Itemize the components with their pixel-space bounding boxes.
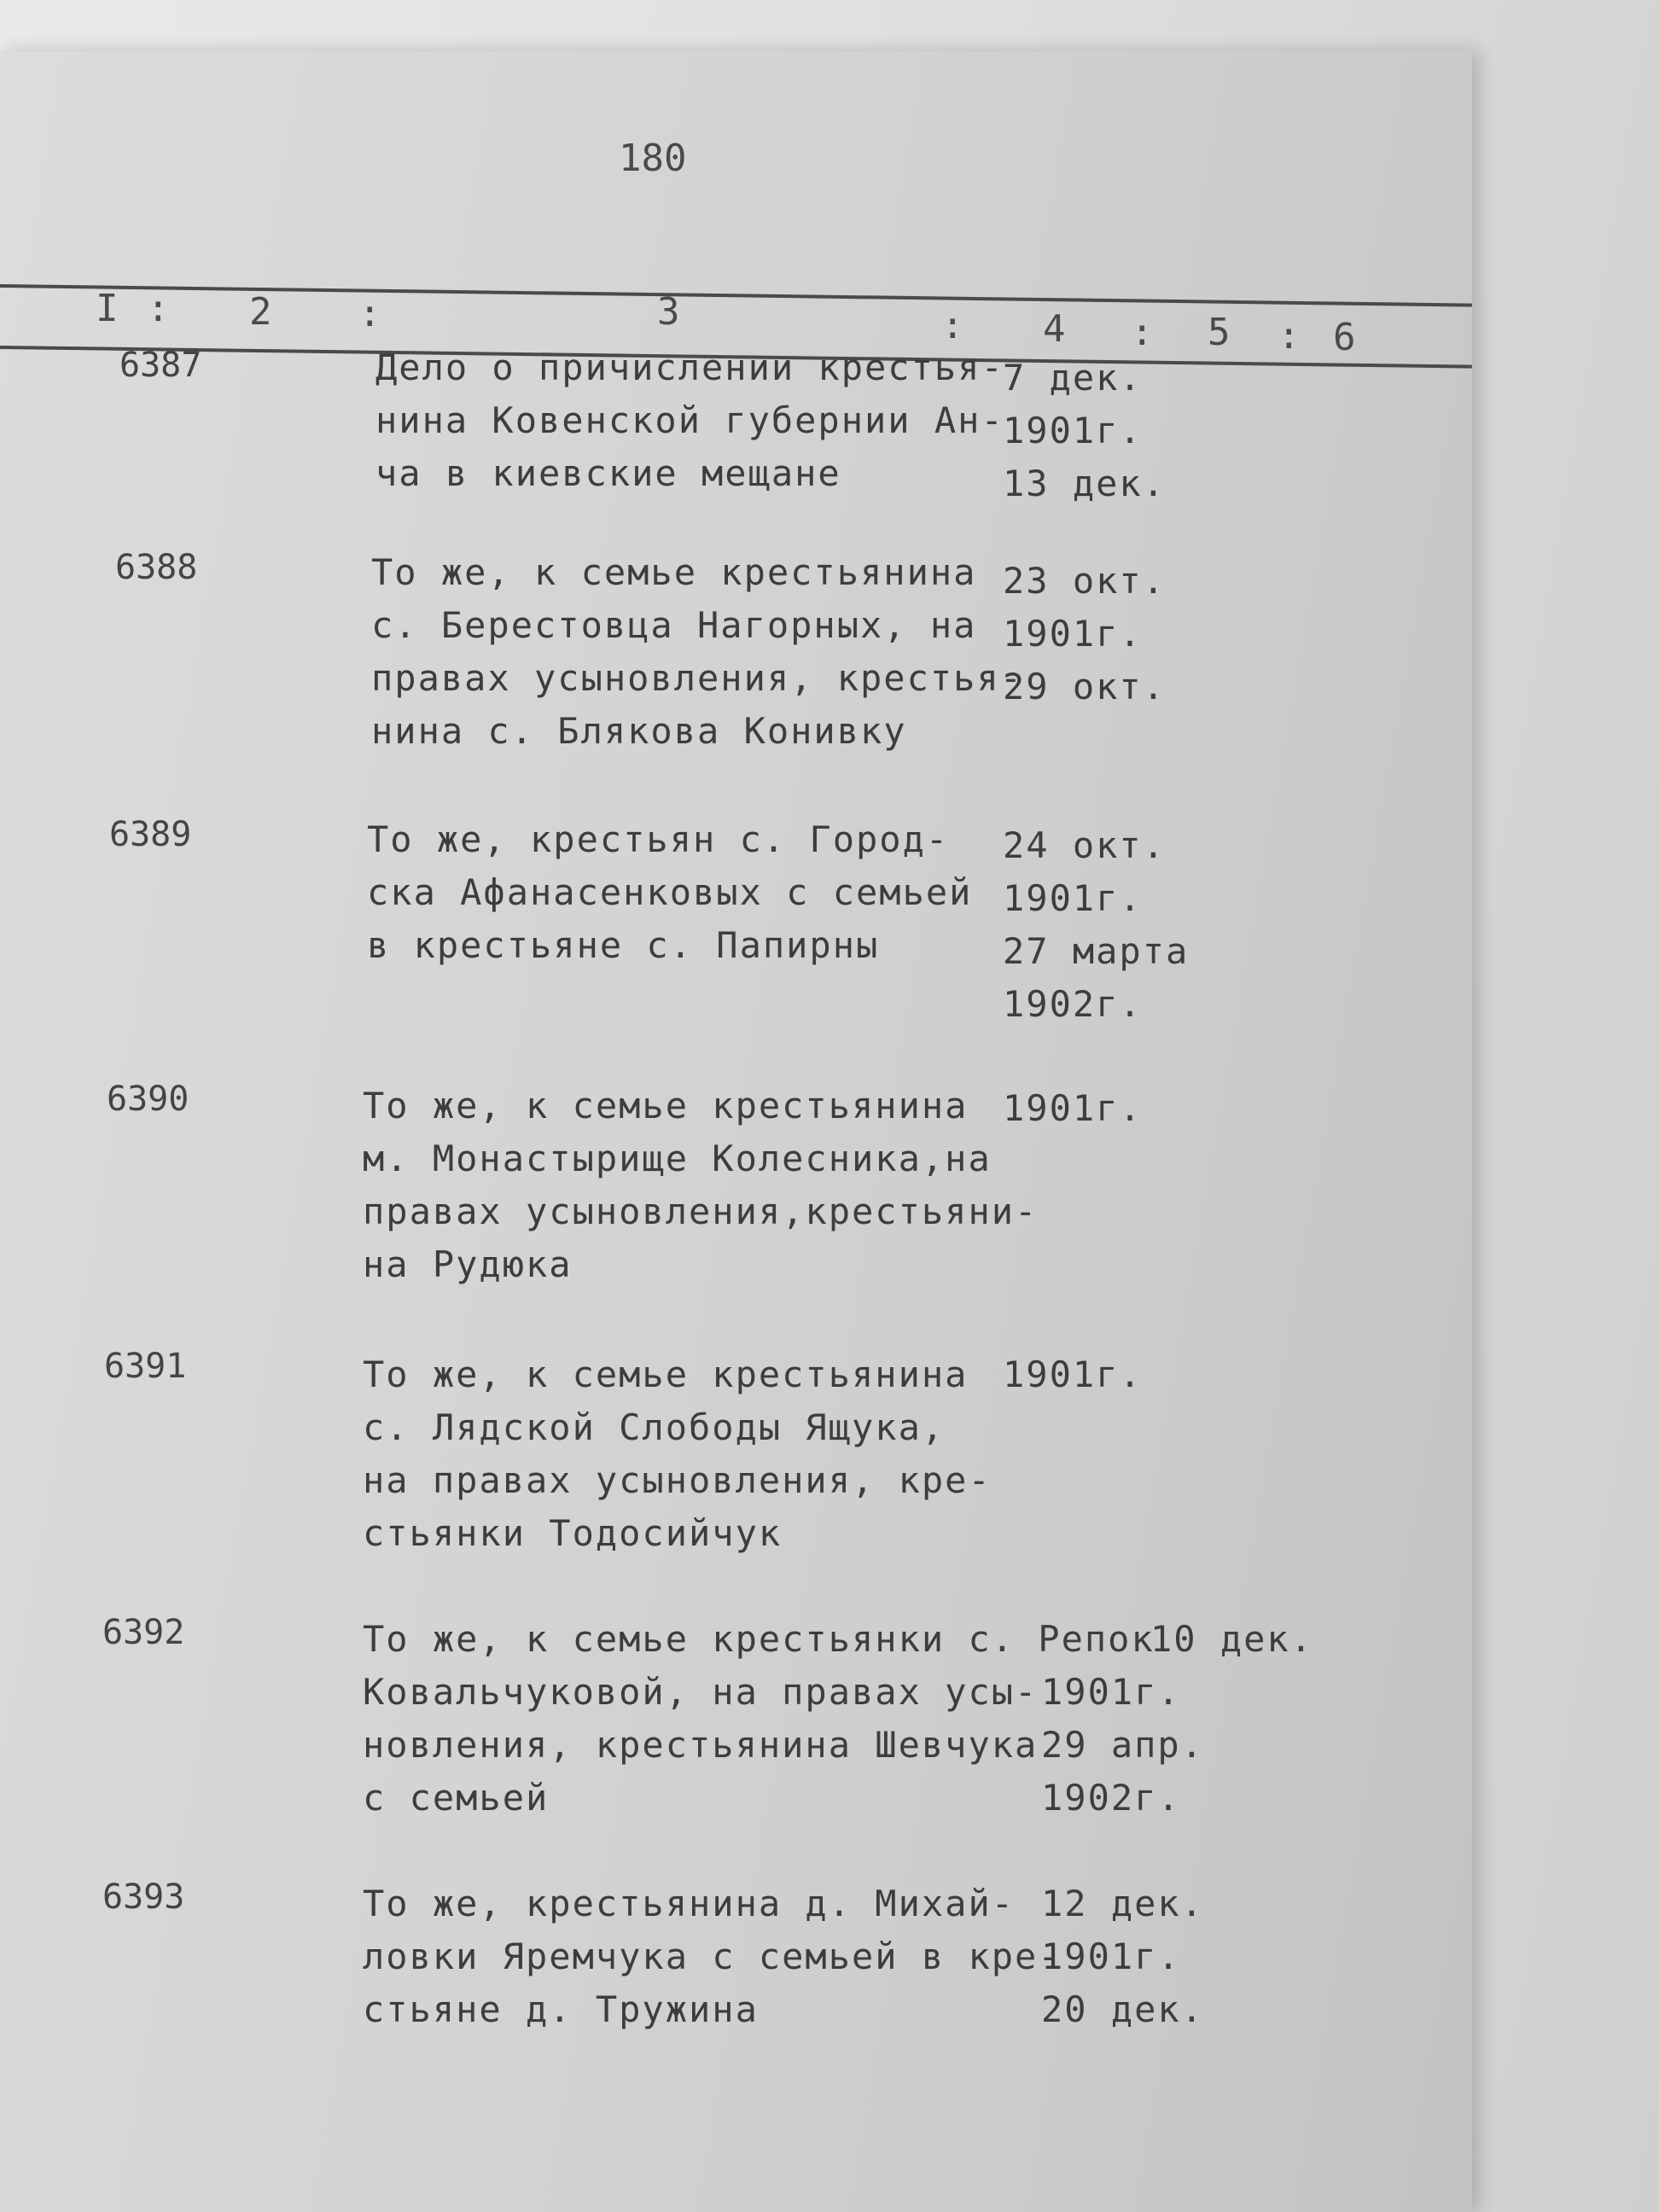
date-line: 20 дек.: [1041, 1988, 1205, 2030]
entry-description: [363, 1080, 1038, 1291]
description-line: ска Афанасенковых с семьей: [367, 871, 973, 913]
date-line: 1901г.: [1003, 1353, 1143, 1395]
date-line: 1902г.: [1003, 983, 1143, 1025]
entry-dates: [1003, 819, 1189, 1031]
description-line: Дело о причислении крестья-: [375, 346, 1004, 388]
entry-dates: [1003, 352, 1166, 510]
entry-dates: [1041, 1877, 1204, 2036]
column-separator: :: [941, 304, 964, 347]
entry-description: [371, 546, 1023, 758]
date-line: 1901г.: [1041, 1936, 1181, 1977]
document-page: [0, 51, 1472, 2212]
description-line: стьяне д. Тружина: [363, 1988, 759, 2030]
page-number: 180: [619, 137, 687, 180]
entry-description: [363, 1348, 992, 1560]
date-line: 1902г.: [1041, 1777, 1181, 1819]
description-line: То же, к семье крестьянки с. Репок: [363, 1618, 1155, 1660]
description-line: новления, крестьянина Шевчука: [363, 1724, 1039, 1766]
entry-description: [375, 341, 1004, 500]
entry-date-first: 10 дек.: [1150, 1618, 1314, 1660]
header-rule-top: [0, 284, 1472, 307]
description-line: То же, крестьянина д. Михай-: [363, 1883, 1016, 1924]
description-line: с семьей: [363, 1777, 550, 1819]
entry-dates: [1041, 1666, 1204, 1825]
description-line: Ковальчуковой, на правах усы-: [363, 1671, 1039, 1713]
column-header-1: I: [96, 287, 119, 330]
date-line: 1901г.: [1041, 1671, 1181, 1713]
description-line: с. Берестовца Нагорных, на: [371, 604, 977, 646]
description-line: на Рудюка: [363, 1243, 573, 1285]
date-line: 23 окт.: [1003, 560, 1167, 602]
column-separator: :: [147, 287, 170, 330]
column-separator: :: [1131, 311, 1154, 354]
description-line: м. Монастырище Колесника,на: [363, 1138, 992, 1179]
description-line: правах усыновления, крестья-: [371, 657, 1024, 699]
date-line: 13 дек.: [1003, 463, 1167, 504]
column-header-3: 3: [657, 290, 680, 334]
entry-number: 6390: [107, 1080, 189, 1119]
column-header-6: 6: [1333, 316, 1356, 359]
date-line: 12 дек.: [1041, 1883, 1205, 1924]
entry-number: 6391: [104, 1347, 187, 1386]
description-line: То же, крестьян с. Город-: [367, 818, 950, 860]
description-line: нина с. Блякова Конивку: [371, 710, 907, 752]
entry-dates: [1003, 1348, 1143, 1401]
entry-dates: [1003, 1082, 1143, 1135]
date-line: 27 марта: [1003, 930, 1190, 972]
entry-description: [363, 1877, 1062, 2036]
description-line: ловки Яремчука с семьей в кре-: [363, 1936, 1062, 1977]
entry-number: 6387: [119, 346, 202, 385]
column-separator: :: [358, 292, 381, 335]
entry-number: 6388: [115, 548, 198, 587]
description-line: в крестьяне с. Папирны: [367, 924, 880, 966]
description-line: с. Лядской Слободы Ящука,: [363, 1406, 946, 1448]
date-line: 1901г.: [1003, 410, 1143, 451]
description-line: То же, к семье крестьянина: [363, 1353, 969, 1395]
column-header-2: 2: [249, 290, 272, 334]
description-line: правах усыновления,крестьяни-: [363, 1190, 1039, 1232]
description-line: на правах усыновления, кре-: [363, 1459, 992, 1501]
entry-number: 6393: [102, 1877, 185, 1917]
description-line: нина Ковенской губернии Ан-: [375, 399, 1004, 441]
entry-number: 6389: [109, 815, 192, 854]
description-line: ча в киевские мещане: [375, 452, 841, 494]
entry-description: [367, 813, 972, 972]
date-line: 1901г.: [1003, 1087, 1143, 1129]
date-line: 29 апр.: [1041, 1724, 1205, 1766]
entry-number: 6392: [102, 1613, 185, 1652]
column-header-5: 5: [1208, 311, 1231, 354]
date-line: 7 дек.: [1003, 357, 1143, 399]
description-line: То же, к семье крестьянина: [371, 551, 977, 593]
column-header-4: 4: [1043, 307, 1066, 351]
date-line: 24 окт.: [1003, 824, 1167, 866]
column-separator: :: [1278, 314, 1301, 358]
date-line: 1901г.: [1003, 877, 1143, 919]
date-line: 29 окт.: [1003, 666, 1167, 707]
description-line: То же, к семье крестьянина: [363, 1085, 969, 1126]
description-line: стьянки Тодосийчук: [363, 1512, 783, 1554]
entry-description: [363, 1613, 1155, 1825]
entry-dates: [1003, 555, 1166, 713]
date-line: 1901г.: [1003, 613, 1143, 655]
